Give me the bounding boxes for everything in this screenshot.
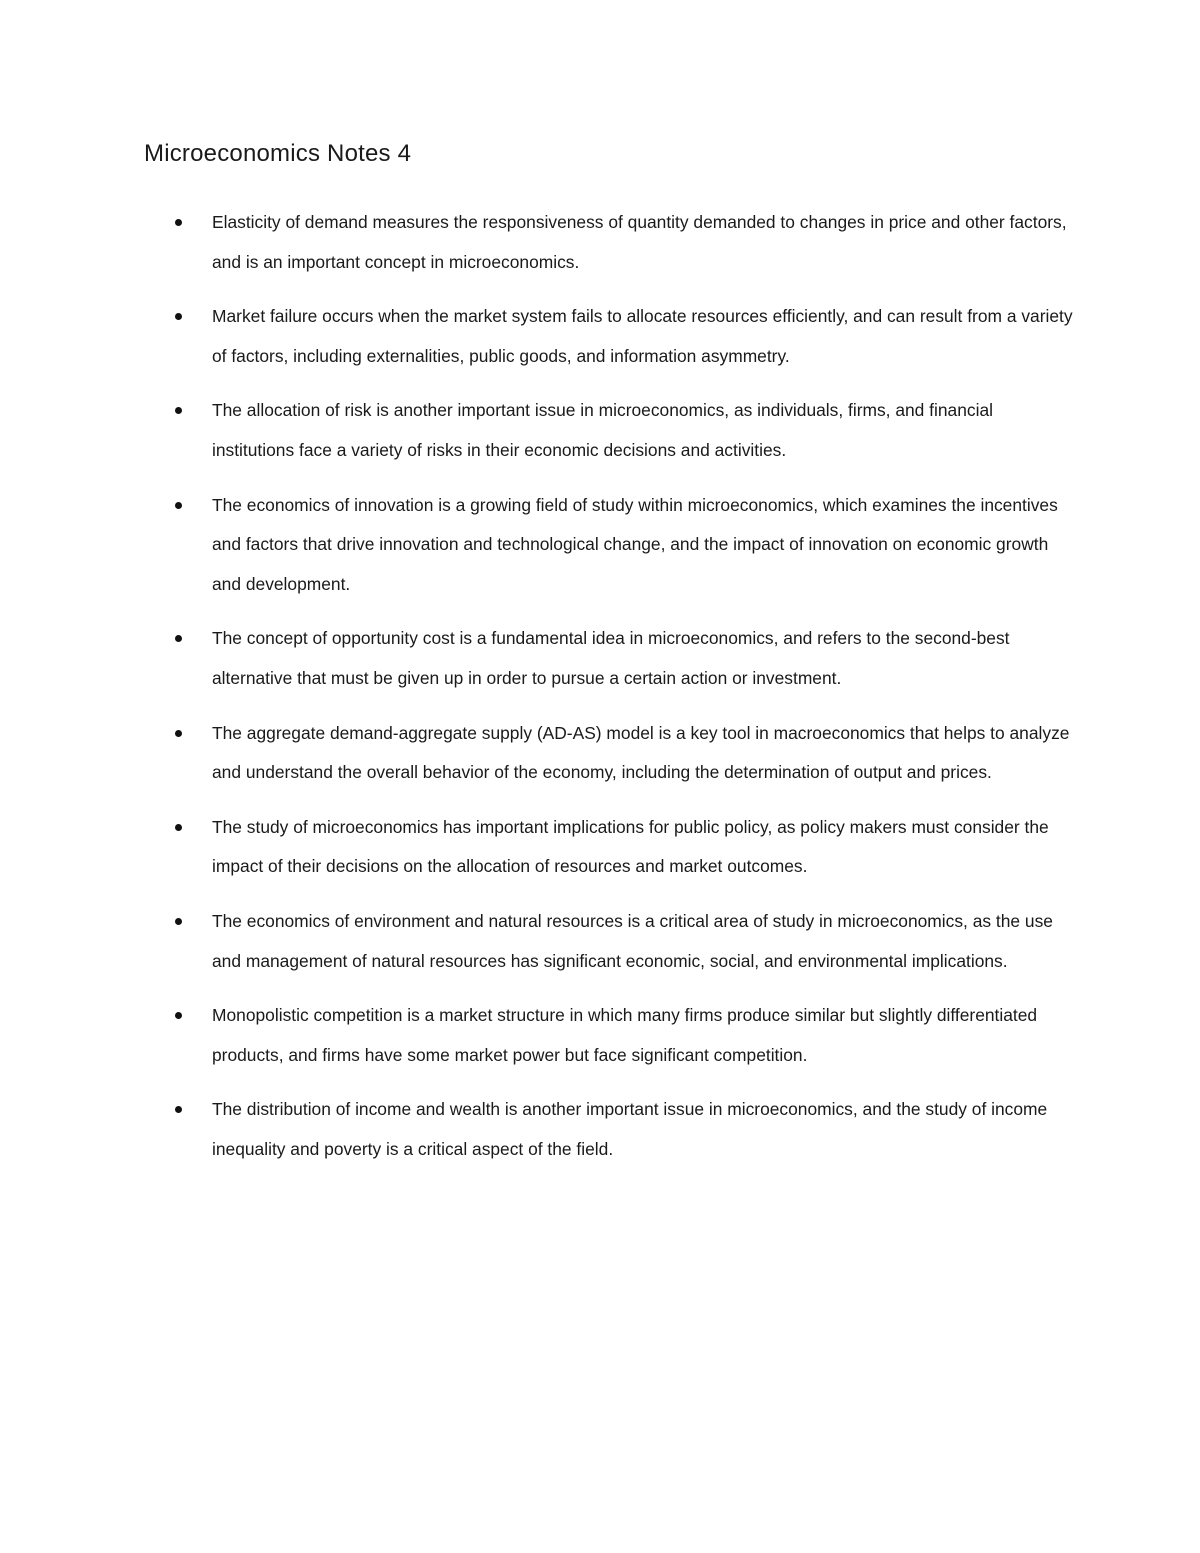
bullet-dot-icon xyxy=(175,502,182,509)
bullet-dot-icon xyxy=(175,1012,182,1019)
list-item-text: The distribution of income and wealth is another important issue in microeconomics, and the study of income inequality and poverty is a critical aspect of the field. xyxy=(212,1099,1048,1159)
list-item-text: The allocation of risk is another important issue in microeconomics, as individuals, firms, and financial institutions face a variety of risks in their economic decisions and activities. xyxy=(212,400,993,460)
bullet-dot-icon xyxy=(175,219,182,226)
list-item-text: The concept of opportunity cost is a fundamental idea in microeconomics, and refers to the second-best alternative that must be given up in order to pursue a certain action or investment. xyxy=(212,628,1010,688)
bullet-dot-icon xyxy=(175,918,182,925)
document-title: Microeconomics Notes 4 xyxy=(144,140,412,167)
bullet-dot-icon xyxy=(175,313,182,320)
list-item xyxy=(144,1090,1074,1169)
bullet-dot-icon xyxy=(175,1106,182,1113)
list-item xyxy=(144,714,1074,793)
bullet-dot-icon xyxy=(175,635,182,642)
list-item xyxy=(144,619,1074,698)
list-item-text: Market failure occurs when the market system fails to allocate resources efficiently, and can result from a variety of factors, including externalities, public goods, and information asymmetry. xyxy=(212,306,1073,366)
list-item xyxy=(144,902,1074,981)
list-item-text: The economics of environment and natural resources is a critical area of study in microeconomics, as the use and management of natural resources has significant economic, social, and environmental implications. xyxy=(212,910,1053,971)
bullet-dot-icon xyxy=(175,824,182,831)
bullet-dot-icon xyxy=(175,407,182,414)
list-item xyxy=(144,203,1074,282)
list-item xyxy=(144,297,1074,376)
list-item-text: Monopolistic competition is a market structure in which many firms produce similar but slightly differentiated products, and firms have some market power but face significant competition. xyxy=(212,1005,1038,1065)
bullet-dot-icon xyxy=(175,730,182,737)
list-item-text: The aggregate demand-aggregate supply (AD-AS) model is a key tool in macroeconomics that helps to analyze and understand the overall behavior of the economy, including the determination of output and prices. xyxy=(212,722,1070,783)
list-item xyxy=(144,391,1074,470)
list-item-text: The economics of innovation is a growing field of study within microeconomics, which examines the incentives and factors that drive innovation and technological change, and the impact of innovation on economic growth and development. xyxy=(212,494,1058,594)
list-item xyxy=(144,808,1074,887)
list-item xyxy=(144,486,1074,605)
list-item-text: Elasticity of demand measures the responsiveness of quantity demanded to changes in price and other factors, and is an important concept in microeconomics. xyxy=(212,212,1067,272)
list-item xyxy=(144,996,1074,1075)
list-item-text: The study of microeconomics has important implications for public policy, as policy makers must consider the impact of their decisions on the allocation of resources and market outcomes. xyxy=(212,816,1049,877)
bullet-list xyxy=(144,203,1074,1184)
